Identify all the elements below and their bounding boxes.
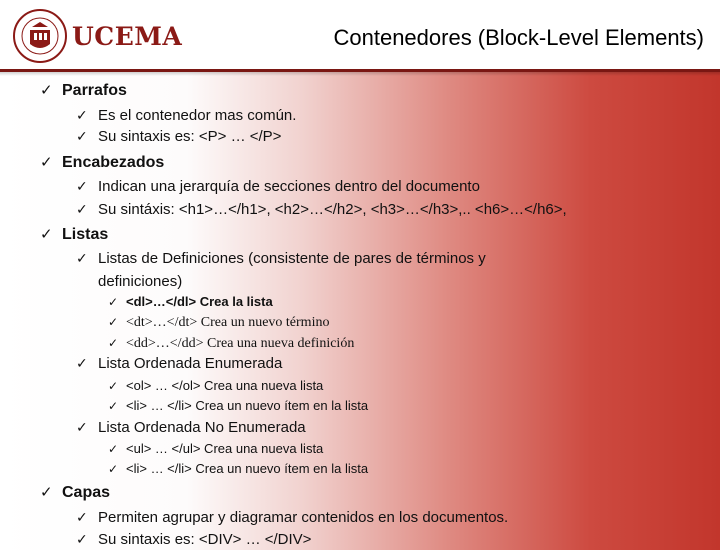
bullet-text: Su sintaxis es: <P> … </P> bbox=[98, 128, 282, 145]
bullet-text: Encabezados bbox=[62, 154, 165, 171]
checkmark-icon: ✓ bbox=[76, 420, 88, 436]
bullet-capas bbox=[40, 482, 110, 503]
bullet-text: Lista Ordenada Enumerada bbox=[98, 355, 283, 372]
bullet-capas-2 bbox=[76, 530, 311, 550]
checkmark-icon: ✓ bbox=[108, 336, 119, 350]
checkmark-icon: ✓ bbox=[108, 295, 119, 309]
bullet-listas-definiciones bbox=[76, 249, 486, 269]
bullet-text: <li> … </li> Crea un nuevo ítem en la lista bbox=[126, 398, 369, 413]
slide-title: Contenedores (Block-Level Elements) bbox=[333, 25, 704, 50]
bullet-text: Su sintaxis es: <DIV> … </DIV> bbox=[98, 531, 312, 548]
bullet-text: definiciones) bbox=[98, 273, 183, 290]
checkmark-icon: ✓ bbox=[40, 225, 53, 243]
bullet-text: Listas de Definiciones (consistente de pares de términos y bbox=[98, 250, 486, 267]
checkmark-icon: ✓ bbox=[76, 251, 88, 267]
bullet-lista-enumerada bbox=[76, 354, 282, 374]
bullet-ul-li bbox=[108, 459, 368, 479]
university-seal-icon bbox=[12, 8, 68, 64]
bullet-parrafos-1 bbox=[76, 106, 296, 126]
bullet-text: Crea un nuevo término bbox=[197, 315, 330, 330]
bullet-dt bbox=[108, 312, 329, 333]
code-text: <dl>…</dl> bbox=[126, 294, 197, 309]
checkmark-icon: ✓ bbox=[76, 532, 88, 548]
checkmark-icon: ✓ bbox=[40, 153, 53, 171]
checkmark-icon: ✓ bbox=[76, 356, 88, 372]
slide-header bbox=[0, 0, 720, 72]
bullet-ol bbox=[108, 376, 323, 396]
bullet-parrafos bbox=[40, 80, 127, 101]
bullet-text: Listas bbox=[62, 226, 109, 243]
code-text: <dt>…</dt> bbox=[126, 315, 198, 330]
bullet-encabezados bbox=[40, 152, 164, 173]
bullet-text: Crea una nueva definición bbox=[203, 336, 355, 351]
checkmark-icon: ✓ bbox=[76, 202, 88, 218]
bullet-ol-li bbox=[108, 396, 368, 416]
bullet-text: Su sintáxis: <h1>…</h1>, <h2>…</h2>, <h3>…</h3>,.. <h6>…</h6>, bbox=[98, 201, 567, 218]
bullet-text: <ul> … </ul> Crea una nueva lista bbox=[126, 441, 324, 456]
checkmark-icon: ✓ bbox=[108, 399, 119, 413]
checkmark-icon: ✓ bbox=[108, 315, 119, 329]
bullet-encabezados-1 bbox=[76, 177, 480, 197]
bullet-text: Capas bbox=[62, 484, 111, 501]
checkmark-icon: ✓ bbox=[40, 483, 53, 501]
bullet-text: Parrafos bbox=[62, 82, 127, 99]
bullet-text: <ol> … </ol> Crea una nueva lista bbox=[126, 378, 324, 393]
bullet-dd bbox=[108, 333, 354, 354]
checkmark-icon: ✓ bbox=[40, 81, 53, 99]
bullet-dl bbox=[108, 292, 273, 312]
checkmark-icon: ✓ bbox=[76, 179, 88, 195]
bullet-ul bbox=[108, 439, 323, 459]
checkmark-icon: ✓ bbox=[76, 129, 88, 145]
checkmark-icon: ✓ bbox=[76, 510, 88, 526]
checkmark-icon: ✓ bbox=[76, 108, 88, 124]
bullet-encabezados-2 bbox=[76, 200, 567, 220]
checkmark-icon: ✓ bbox=[108, 379, 119, 393]
logo-text: UCEMA bbox=[72, 21, 183, 51]
bullet-lista-no-enumerada bbox=[76, 418, 306, 438]
checkmark-icon: ✓ bbox=[108, 442, 119, 456]
bullet-text: Lista Ordenada No Enumerada bbox=[98, 419, 306, 436]
code-text: <dd>…</dd> bbox=[126, 336, 204, 351]
bullet-listas bbox=[40, 224, 108, 245]
checkmark-icon: ✓ bbox=[108, 462, 119, 476]
bullet-text: Es el contenedor mas común. bbox=[98, 107, 297, 124]
ucema-logo bbox=[12, 8, 182, 64]
bullet-listas-definiciones-cont bbox=[98, 272, 182, 292]
bullet-text: Crea la lista bbox=[196, 294, 273, 309]
bullet-capas-1 bbox=[76, 508, 508, 528]
bullet-text: Permiten agrupar y diagramar contenidos en los documentos. bbox=[98, 509, 509, 526]
bullet-parrafos-2 bbox=[76, 127, 281, 147]
bullet-text: <li> … </li> Crea un nuevo ítem en la lista bbox=[126, 461, 369, 476]
bullet-text: Indican una jerarquía de secciones dentro del documento bbox=[98, 178, 480, 195]
